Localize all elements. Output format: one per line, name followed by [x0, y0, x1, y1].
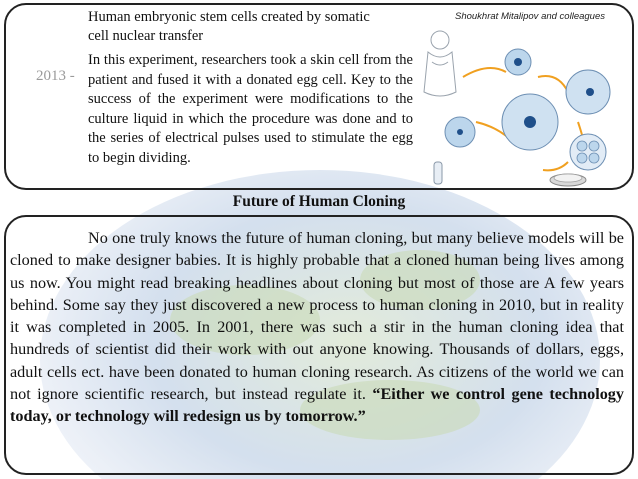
culture-tube-icon: [434, 162, 442, 184]
blastocyst-cell-icon: [445, 117, 475, 147]
section-body: [10, 227, 624, 428]
fused-egg-cell-icon: [502, 94, 558, 150]
cloning-process-illustration: [418, 22, 630, 190]
donor-cell-icon: [505, 49, 531, 75]
early-egg-cell-icon: [566, 70, 610, 114]
petri-dish-icon: [550, 174, 586, 186]
timeline-entry-title: Human embryonic stem cells created by somatic cell nuclear transfer: [88, 9, 370, 44]
dividing-embryo-icon: [570, 134, 606, 170]
section-body-text: No one truly knows the future of human cloning, but many believe models will be cloned to make designer babies. It is highly probable that a cloned human being lives among us now. You might read breaking headlines about cloning but most of those are A few years behind. Some say they just discovered a new process to human cloning in 2010, but in reality it was completed in 2005. In 2001, there was such a stir in the human cloning idea that hundreds of scientist did their work with out anyone knowing. Thousands of dollars, eggs, adult cells ect. have been donated to human cloning research. As citizens of the world we can not ignore scientific research, but instead regulate it.: [10, 229, 624, 404]
timeline-year: 2013 -: [36, 68, 75, 84]
section-title: Future of Human Cloning: [232, 193, 406, 210]
donor-figure-icon: [424, 31, 456, 96]
section-quote: “Either we control gene technology today, or technology will redesign us by tomorrow.”: [10, 385, 624, 426]
image-credit: Shoukhrat Mitalipov and colleagues: [455, 11, 605, 22]
timeline-entry-description: In this experiment, researchers took a skin cell from the patient and fused it with a donated egg cell. Key to the success of the experiment were modifications to the culture liquid in which the procedure was done and to the series of electrical pulses used to stimulate the egg to begin dividing.: [88, 52, 413, 166]
